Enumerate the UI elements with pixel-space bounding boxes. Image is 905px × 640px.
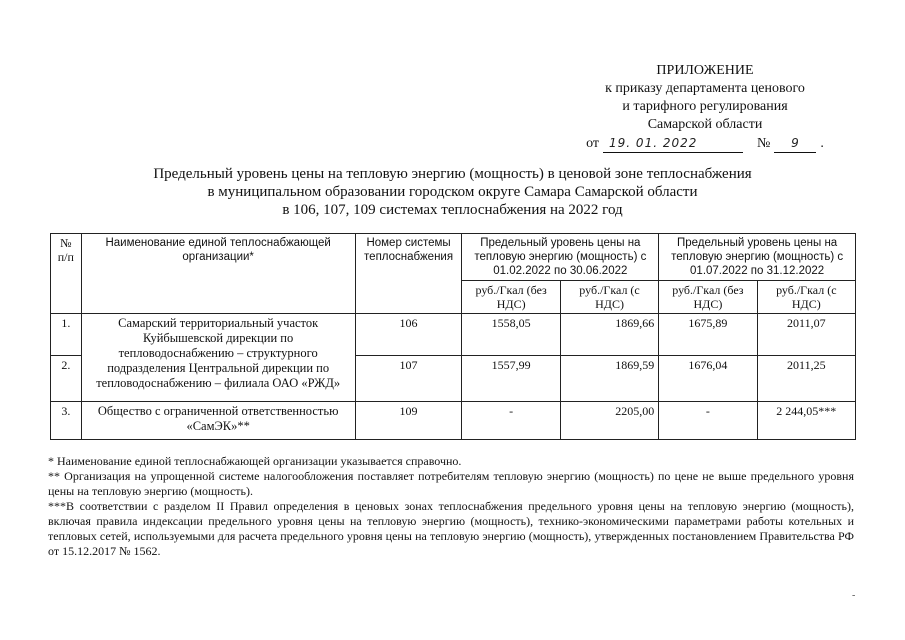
header-name: Наименование единой теплоснабжающей организации*	[81, 234, 355, 314]
row-p2-vat: 2011,07	[757, 314, 855, 356]
subheader-p1-no-vat: руб./Гкал (без НДС)	[462, 281, 560, 314]
appendix-line-3: Самарской области	[647, 117, 763, 132]
table-row	[51, 402, 856, 440]
organization-name-merged: Самарский территориальный участок Куйбышевской дирекции по тепловодоснабжению – структурного подразделения Центральной дирекции по тепловодоснабжению – филиала ОАО «РЖД»	[81, 314, 355, 402]
row-num: 1.	[51, 314, 82, 356]
appendix-block	[570, 62, 840, 153]
row-system: 106	[355, 314, 462, 356]
row-p1-no-vat: 1557,99	[462, 356, 560, 402]
scan-mark: -	[852, 590, 856, 601]
footnotes	[48, 454, 854, 559]
subheader-p2-no-vat: руб./Гкал (без НДС)	[659, 281, 757, 314]
tariff-table	[50, 233, 856, 440]
header-system: Номер системы теплоснабжения	[355, 234, 462, 314]
appendix-line-2: и тарифного регулирования	[622, 99, 788, 114]
row-num: 2.	[51, 356, 82, 402]
document-title	[40, 165, 865, 219]
footnote-1: * Наименование единой теплоснабжающей организации указывается справочно.	[48, 454, 462, 468]
row-p2-vat: 2 244,05***	[757, 402, 855, 440]
row-p1-vat: 1869,66	[560, 314, 658, 356]
row-p2-no-vat: 1676,04	[659, 356, 757, 402]
order-date-line	[570, 134, 840, 153]
subheader-p1-vat: руб./Гкал (с НДС)	[560, 281, 658, 314]
from-label: от	[586, 136, 600, 151]
title-line-1: Предельный уровень цены на тепловую энергию (мощность) в ценовой зоне теплоснабжения	[153, 166, 752, 182]
title-line-2: в муниципальном образовании городском округе Самара Самарской области	[207, 184, 698, 200]
header-num: № п/п	[51, 234, 82, 314]
row-p1-no-vat: -	[462, 402, 560, 440]
row-p2-no-vat: -	[659, 402, 757, 440]
table-row	[51, 314, 856, 356]
title-line-3: в 106, 107, 109 системах теплоснабжения на 2022 год	[282, 202, 623, 218]
row-p1-vat: 2205,00	[560, 402, 658, 440]
row-system: 109	[355, 402, 462, 440]
row-num: 3.	[51, 402, 82, 440]
header-period-1: Предельный уровень цены на тепловую энергию (мощность) с 01.02.2022 по 30.06.2022	[462, 234, 659, 281]
subheader-p2-vat: руб./Гкал (с НДС)	[757, 281, 855, 314]
row-p1-vat: 1869,59	[560, 356, 658, 402]
row-p2-no-vat: 1675,89	[659, 314, 757, 356]
row-p2-vat: 2011,25	[757, 356, 855, 402]
appendix-line-1: к приказу департамента ценового	[605, 81, 805, 96]
header-period-2: Предельный уровень цены на тепловую энергию (мощность) с 01.07.2022 по 31.12.2022	[659, 234, 856, 281]
row-system: 107	[355, 356, 462, 402]
number-label: №	[757, 136, 771, 151]
row-p1-no-vat: 1558,05	[462, 314, 560, 356]
order-number: 9	[774, 134, 816, 153]
organization-name: Общество с ограниченной ответственностью «СамЭК»**	[81, 402, 355, 440]
footnote-2: ** Организация на упрощенной системе налогообложения поставляет потребителям тепловую энергию (мощность) по цене не выше предельного уровня цены на тепловую энергию (мощность).	[48, 469, 854, 498]
header-row	[51, 234, 856, 281]
trailing-period: .	[820, 136, 824, 151]
footnote-3: ***В соответствии с разделом II Правил определения в ценовых зонах теплоснабжения предельного уровня цены на тепловую энергию (мощность), включая правила индексации предельного уровня цены на тепловую энергию (мощность), технико-экономическими параметрами работы котельных и тепловых сетей, используемыми для расчета предельного уровня цены на тепловую энергию (мощность), утвержденных постановлением Правительства РФ от 15.12.2017 № 1562.	[48, 499, 854, 558]
appendix-heading: ПРИЛОЖЕНИЕ	[656, 63, 754, 78]
order-date: 19. 01. 2022	[603, 134, 743, 153]
